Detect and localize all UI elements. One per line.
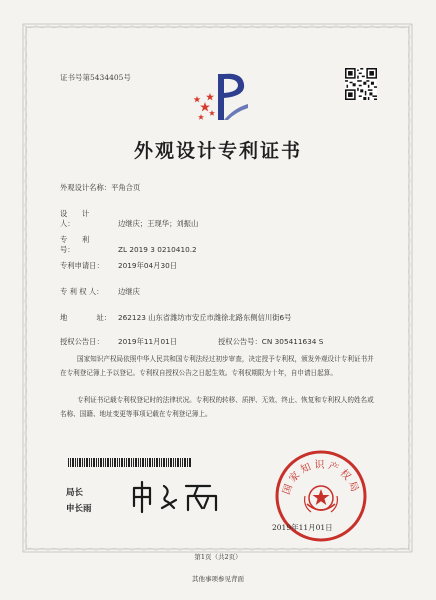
designer-label: 设 计 人： [60,209,104,228]
patent-no-value: ZL 2019 3 0210410.2 [118,245,197,254]
filing-date-row [60,261,177,271]
patent-no-label: 专 利 号： [60,235,104,254]
page-indicator: 第1页（共2页） [194,553,242,561]
certificate-number: 证书号第5434405号 [60,73,131,82]
grant-date-value: 2019年11月01日 [118,337,178,346]
grant-no-value: CN 305411634 S [261,337,324,346]
director-signature [128,478,228,516]
address-value: 262123 山东省潍坊市安丘市潍徐北路东侧信川街6号 [118,313,292,322]
seal-date: 2019年11月01日 [272,523,333,532]
seal-text: 国家知识产权局 [281,460,361,497]
patentee-label: 专 利 权 人： [60,287,104,296]
barcode [68,458,192,467]
filing-date-value: 2019年04月30日 [118,261,178,270]
patent-office-logo [188,68,252,122]
patentee-value: 边继庆 [118,287,140,296]
address-label: 地 址： [60,313,112,322]
designer-value: 边继庆；王现华；刘振山 [118,219,199,228]
director-name: 申长雨 [66,504,92,514]
design-name-value: 平角合页 [111,183,141,192]
patentee-row [60,287,140,297]
footer-note: 其他事项参见背面 [192,575,244,583]
paragraph-1: 国家知识产权局依照中华人民共和国专利法经过初步审查，决定授予专利权，颁发外观设计专利证书并在专利登记簿上予以登记。专利权自授权公告之日起生效。专利权期限为十年，自申请日起算。 [60,355,374,377]
grant-no-label: 授权公告号： [218,337,262,346]
designer-row [60,209,198,229]
design-name-row [60,183,140,193]
grant-row [60,337,323,347]
paragraph-2: 专利证书记载专利权登记时的法律状况。专利权的转移、质押、无效、终止、恢复和专利权人的姓名或名称、国籍、地址变更等事项记载在专利登记簿上。 [60,396,374,418]
patent-no-row [60,235,197,255]
filing-date-label: 专利申请日： [60,261,104,270]
certificate-title: 外观设计专利证书 [133,140,302,162]
design-name-label: 外观设计名称： [60,183,112,192]
address-row [60,313,291,323]
grant-date-label: 授权公告日： [60,337,104,346]
qr-code [345,68,377,100]
director-title: 局长 [66,488,84,498]
